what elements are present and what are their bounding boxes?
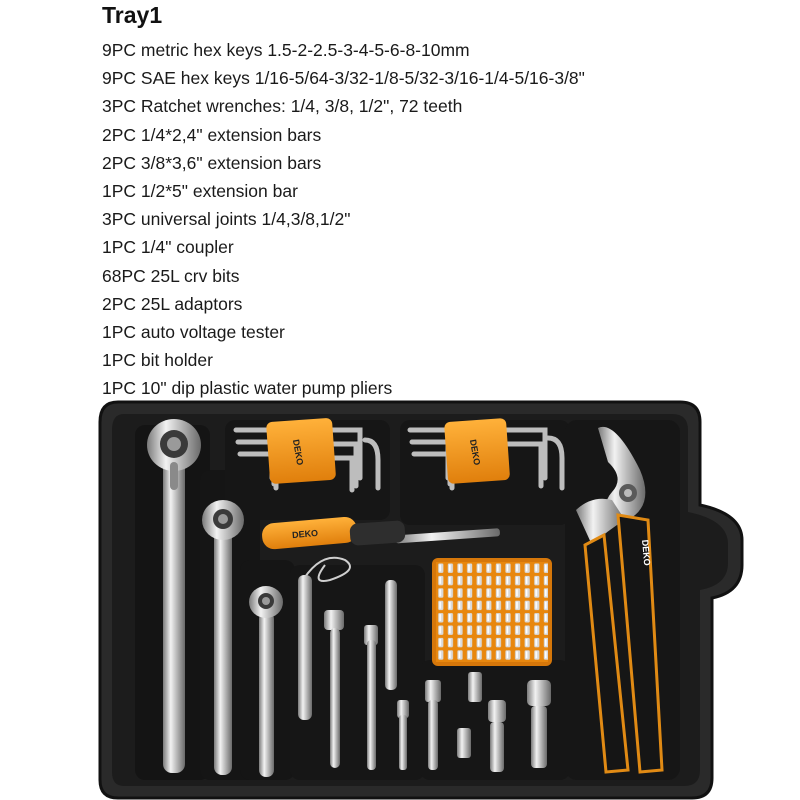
list-item: 2PC 25L adaptors (102, 293, 243, 314)
bits-grid (432, 558, 552, 666)
brand-mark: DEKO (291, 527, 319, 541)
brand-mark: DEKO (467, 438, 483, 467)
list-item: 3PC universal joints 1/4,3/8,1/2" (102, 209, 351, 230)
brand-mark: DEKO (290, 438, 306, 467)
list-item: 1PC 1/2*5" extension bar (102, 180, 298, 201)
list-item: 68PC 25L crv bits (102, 265, 240, 286)
list-item: 1PC 1/4" coupler (102, 237, 234, 258)
list-item: 2PC 3/8*3,6" extension bars (102, 152, 322, 173)
list-item: 3PC Ratchet wrenches: 1/4, 3/8, 1/2", 72 teeth (102, 96, 463, 117)
list-item: 9PC SAE hex keys 1/16-5/64-3/32-1/8-5/32-3/16-1/4-5/16-3/8" (102, 68, 585, 89)
list-item: 1PC 10" dip plastic water pump pliers (102, 378, 393, 399)
page-title: Tray1 (102, 2, 163, 28)
list-item: 2PC 1/4*2,4" extension bars (102, 124, 322, 145)
list-item: 1PC auto voltage tester (102, 321, 285, 342)
brand-mark: DEKO (640, 539, 653, 567)
contents-list (102, 36, 585, 402)
list-item: 1PC bit holder (102, 350, 213, 371)
tool-tray-photo (0, 395, 800, 800)
list-item: 9PC metric hex keys 1.5-2-2.5-3-4-5-6-8-10mm (102, 40, 470, 60)
